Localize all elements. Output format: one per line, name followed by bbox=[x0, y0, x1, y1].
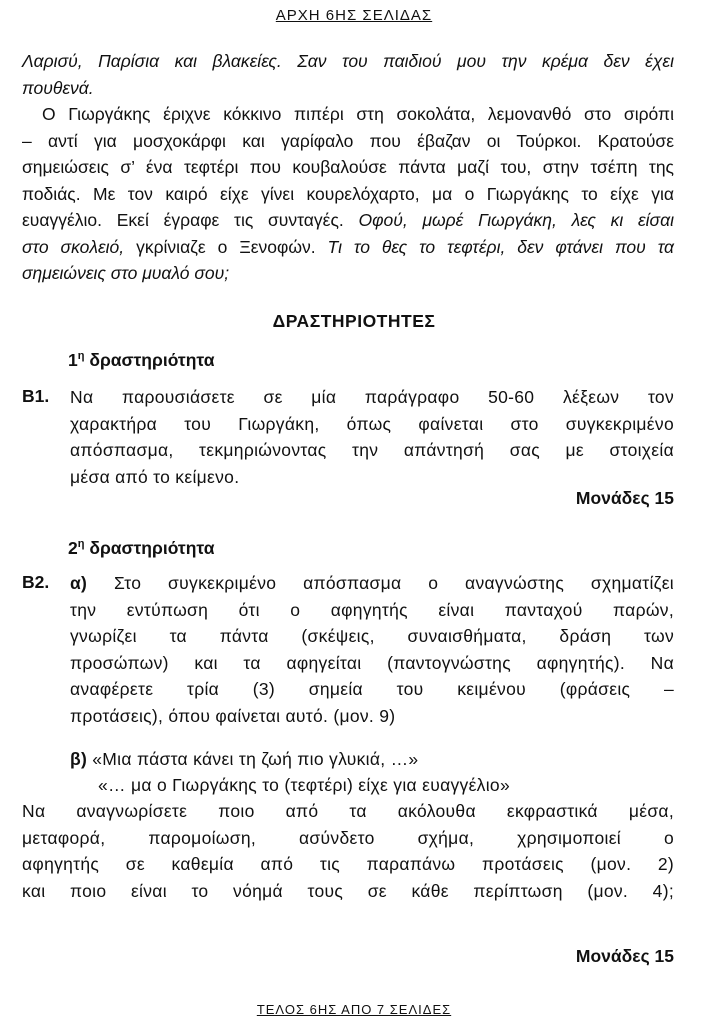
question-line: αναφέρετε τρία (3) σημεία του κειμένου (φράσεις – bbox=[70, 679, 674, 699]
activity-1-points: Μονάδες 15 bbox=[575, 488, 674, 508]
question-line: και ποιο είναι το νόημά τους σε κάθε περίπτωση (μον. 4); bbox=[22, 880, 674, 901]
question-line: Να παρουσιάσετε σε μία παράγραφο 50-60 λέξεων τον bbox=[70, 387, 674, 407]
question-b1-label: Β1. bbox=[22, 386, 50, 406]
question-line: χαρακτήρα του Γιωργάκη, όπως φαίνεται στο συγκεκριμένο bbox=[70, 413, 674, 434]
passage-line bbox=[22, 207, 674, 234]
subquestion-a-label: α) bbox=[70, 573, 88, 593]
question-line: γνωρίζει τα πάντα (σκέψεις, συναισθήματα, δράση των bbox=[70, 626, 674, 646]
question-line: μέσα από το κείμενο. bbox=[70, 466, 240, 487]
activity-title: δραστηριότητα bbox=[84, 538, 215, 558]
section-title: ΔΡΑΣΤΗΡΙΟΤΗΤΕΣ bbox=[272, 311, 436, 331]
page-header: ΑΡΧΗ 6ΗΣ ΣΕΛΙΔΑΣ bbox=[275, 7, 433, 24]
activity-1-heading bbox=[68, 350, 214, 371]
subquestion-b-label: β) bbox=[70, 749, 88, 769]
passage-line: Λαρισύ, Παρίσια και βλακείες. Σαν του παιδιού μου την κρέμα δεν έχει bbox=[22, 51, 674, 71]
question-line: αφηγητής σε καθεμία από τις παραπάνω προτάσεις (μον. 2) bbox=[22, 854, 674, 874]
activity-title: δραστηριότητα bbox=[84, 350, 215, 370]
passage-text: γκρίνιαζε ο Ξενοφών. bbox=[124, 236, 328, 257]
activity-2-points: Μονάδες 15 bbox=[575, 946, 674, 966]
quote-text: «Μια πάστα κάνει τη ζωή πιο γλυκιά, …» bbox=[87, 749, 419, 769]
question-line: προσώπων) και τα αφηγείται (παντογνώστης αφηγητής). Να bbox=[70, 652, 674, 673]
passage-line: πουθενά. bbox=[22, 77, 94, 98]
subquestion-b-text bbox=[22, 798, 674, 904]
passage-dialogue: στο σκολειό, bbox=[22, 236, 125, 257]
activity-number: 2 bbox=[68, 538, 78, 558]
question-b2a-text bbox=[70, 570, 674, 729]
subquestion-b-quote-2: «… μα ο Γιωργάκης το (τεφτέρι) είχε για ευαγγέλιο» bbox=[98, 775, 510, 795]
passage-line: ποδιάς. Με τον καιρό είχε γίνει κουρελόχαρτο, μα ο Γιωργάκης το είχε για bbox=[22, 183, 674, 204]
passage-text: ευαγγέλιο. Εκεί έγραφε τις συνταγές. bbox=[22, 210, 359, 230]
question-line: την εντύπωση ότι ο αφηγητής είναι πανταχού παρών, bbox=[70, 599, 674, 620]
question-line: Να αναγνωρίσετε ποιο από τα ακόλουθα εκφραστικά μέσα, bbox=[22, 801, 674, 821]
activity-ordinal: η bbox=[77, 538, 85, 551]
passage-line: Ο Γιωργάκης έριχνε κόκκινο πιπέρι στη σοκολάτα, λεμονανθό στο σιρόπι bbox=[42, 104, 674, 124]
subquestion-b-quote-1 bbox=[70, 746, 418, 773]
activity-ordinal: η bbox=[77, 350, 85, 363]
question-line: απόσπασμα, τεκμηριώνοντας την απάντησή σας με στοιχεία bbox=[70, 440, 674, 460]
passage-line: – αντί για μοσχοκάρφι και γαρίφαλο που έβαζαν οι Τούρκοι. Κρατούσε bbox=[22, 130, 674, 151]
passage-line: σημειώνεις στο μυαλό σου; bbox=[22, 263, 230, 283]
passage-dialogue: Τι το θες το τεφτέρι, δεν φτάνει που τα bbox=[327, 236, 675, 257]
question-line bbox=[70, 570, 674, 597]
passage-dialogue: Οφού, μωρέ Γιωργάκη, λες κι είσαι bbox=[358, 210, 674, 230]
question-line: μεταφορά, παρομοίωση, ασύνδετο σχήμα, χρησιμοποιεί ο bbox=[22, 827, 674, 848]
passage-line bbox=[22, 234, 674, 261]
activity-number: 1 bbox=[68, 350, 78, 370]
question-b2-label: Β2. bbox=[22, 572, 50, 592]
question-b1-text bbox=[70, 384, 674, 490]
activity-2-heading bbox=[68, 538, 214, 559]
question-line: προτάσεις), όπου φαίνεται αυτό. (μον. 9) bbox=[70, 705, 396, 726]
question-text: Στο συγκεκριμένο απόσπασμα ο αναγνώστης σχηματίζει bbox=[87, 573, 674, 593]
page-footer: ΤΕΛΟΣ 6ΗΣ ΑΠΟ 7 ΣΕΛΙΔΕΣ bbox=[256, 1002, 452, 1017]
passage-line: σημειώσεις σ’ ένα τεφτέρι που κουβαλούσε πάντα μαζί του, στην τσέπη της bbox=[22, 157, 674, 177]
passage bbox=[22, 48, 674, 287]
